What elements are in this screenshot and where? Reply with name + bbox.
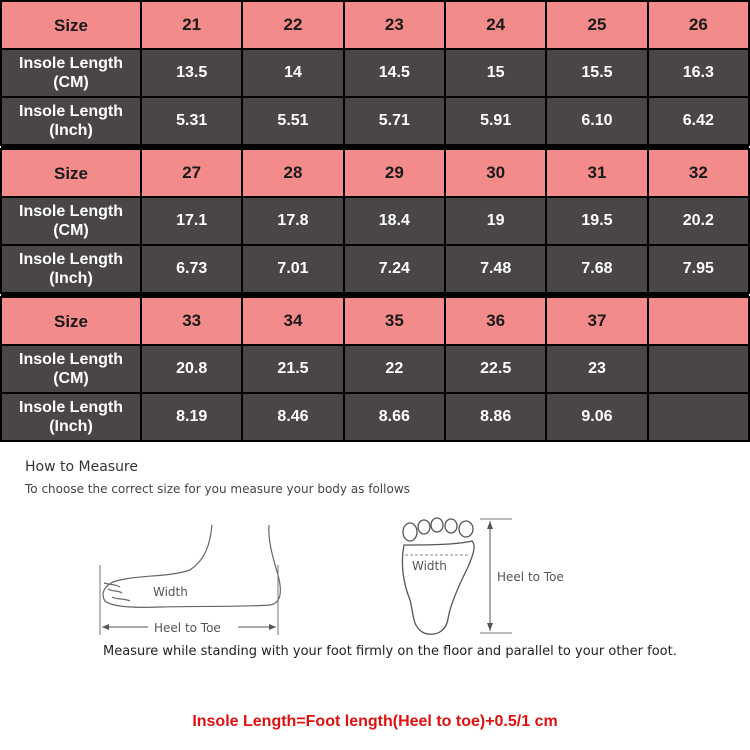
insole-cm-row-cell: 18.4 — [344, 197, 445, 245]
side-width-label: Width — [153, 585, 188, 599]
insole-inch-row-cell: 5.31 — [141, 97, 242, 145]
insole-inch-row-label — [1, 245, 141, 293]
insole-cm-row-cell: 23 — [546, 345, 647, 393]
insole-inch-row-label — [1, 393, 141, 441]
insole-cm-row — [1, 345, 749, 393]
insole-inch-row-label — [1, 97, 141, 145]
foot-side-icon — [103, 525, 280, 607]
insole-inch-row-label-line: Insole Length — [19, 399, 123, 416]
how-to-measure-title: How to Measure — [25, 459, 138, 475]
size-row-cell: 36 — [445, 297, 546, 345]
insole-inch-row-label-line: (Inch) — [49, 270, 93, 287]
insole-inch-row-cell: 7.48 — [445, 245, 546, 293]
insole-inch-row-cell: 7.24 — [344, 245, 445, 293]
insole-inch-row-cell: 8.19 — [141, 393, 242, 441]
size-row-cell: 31 — [546, 149, 647, 197]
size-row-cell: 33 — [141, 297, 242, 345]
size-row-cell: 27 — [141, 149, 242, 197]
size-row — [1, 1, 749, 49]
insole-inch-row — [1, 245, 749, 293]
insole-cm-row-label-line: (CM) — [53, 222, 89, 239]
size-row-cell: 25 — [546, 1, 647, 49]
insole-cm-row — [1, 197, 749, 245]
insole-cm-row-cell: 21.5 — [242, 345, 343, 393]
size-row-cell: 28 — [242, 149, 343, 197]
insole-inch-row-label-line: Insole Length — [19, 103, 123, 120]
insole-inch-row-cell — [648, 393, 749, 441]
insole-cm-row-cell: 17.8 — [242, 197, 343, 245]
insole-formula: Insole Length=Foot length(Heel to toe)+0.5/1 cm — [192, 713, 558, 730]
insole-inch-row-cell: 6.42 — [648, 97, 749, 145]
foot-sole-icon — [402, 518, 474, 634]
insole-cm-row-cell: 19.5 — [546, 197, 647, 245]
insole-cm-row-label-line: Insole Length — [19, 351, 123, 368]
insole-inch-row-cell: 8.66 — [344, 393, 445, 441]
insole-cm-row-cell — [648, 345, 749, 393]
size-row-label: Size — [1, 149, 141, 197]
size-row-cell: 26 — [648, 1, 749, 49]
insole-inch-row-cell: 8.46 — [242, 393, 343, 441]
sole-heel-to-toe-label: Heel to Toe — [497, 570, 564, 584]
insole-inch-row-label-line: Insole Length — [19, 251, 123, 268]
insole-inch-row-label-line: (Inch) — [49, 418, 93, 435]
insole-inch-row-cell: 8.86 — [445, 393, 546, 441]
size-row-cell: 22 — [242, 1, 343, 49]
insole-inch-row-cell: 6.73 — [141, 245, 242, 293]
measure-instruction: Measure while standing with your foot firmly on the floor and parallel to your other foot. — [103, 644, 677, 659]
insole-cm-row-label — [1, 49, 141, 97]
insole-cm-row-label-line: (CM) — [53, 370, 89, 387]
insole-cm-row-cell: 19 — [445, 197, 546, 245]
size-row-cell: 29 — [344, 149, 445, 197]
size-row-cell: 32 — [648, 149, 749, 197]
insole-cm-row-cell: 14 — [242, 49, 343, 97]
insole-cm-row-cell: 17.1 — [141, 197, 242, 245]
size-row-cell: 21 — [141, 1, 242, 49]
size-row-label: Size — [1, 1, 141, 49]
insole-inch-row-cell: 7.95 — [648, 245, 749, 293]
size-row-cell: 30 — [445, 149, 546, 197]
insole-inch-row-cell: 5.91 — [445, 97, 546, 145]
insole-cm-row-cell: 20.8 — [141, 345, 242, 393]
insole-cm-row-label-line: Insole Length — [19, 203, 123, 220]
sole-width-label: Width — [412, 559, 447, 573]
insole-cm-row-label-line: Insole Length — [19, 55, 123, 72]
insole-cm-row-label-line: (CM) — [53, 74, 89, 91]
insole-cm-row — [1, 49, 749, 97]
size-row-cell — [648, 297, 749, 345]
side-heel-to-toe-label: Heel to Toe — [154, 621, 221, 635]
insole-inch-row — [1, 393, 749, 441]
insole-inch-row-cell: 6.10 — [546, 97, 647, 145]
insole-cm-row-cell: 14.5 — [344, 49, 445, 97]
size-row — [1, 149, 749, 197]
insole-inch-row-cell: 5.51 — [242, 97, 343, 145]
size-row-cell: 34 — [242, 297, 343, 345]
insole-inch-row-cell: 7.68 — [546, 245, 647, 293]
size-row-cell: 23 — [344, 1, 445, 49]
size-row-label: Size — [1, 297, 141, 345]
size-row-cell: 37 — [546, 297, 647, 345]
insole-inch-row-cell: 5.71 — [344, 97, 445, 145]
size-row — [1, 297, 749, 345]
size-row-cell: 24 — [445, 1, 546, 49]
insole-inch-row — [1, 97, 749, 145]
insole-inch-row-cell: 7.01 — [242, 245, 343, 293]
measure-diagram — [0, 505, 750, 645]
insole-cm-row-cell: 20.2 — [648, 197, 749, 245]
insole-cm-row-cell: 16.3 — [648, 49, 749, 97]
insole-cm-row-cell: 15 — [445, 49, 546, 97]
size-row-cell: 35 — [344, 297, 445, 345]
insole-inch-row-label-line: (Inch) — [49, 122, 93, 139]
insole-cm-row-cell: 22.5 — [445, 345, 546, 393]
insole-cm-row-cell: 15.5 — [546, 49, 647, 97]
insole-cm-row-label — [1, 345, 141, 393]
insole-inch-row-cell: 9.06 — [546, 393, 647, 441]
insole-cm-row-cell: 13.5 — [141, 49, 242, 97]
how-to-measure-subtitle: To choose the correct size for you measure your body as follows — [25, 482, 410, 496]
insole-cm-row-label — [1, 197, 141, 245]
insole-cm-row-cell: 22 — [344, 345, 445, 393]
